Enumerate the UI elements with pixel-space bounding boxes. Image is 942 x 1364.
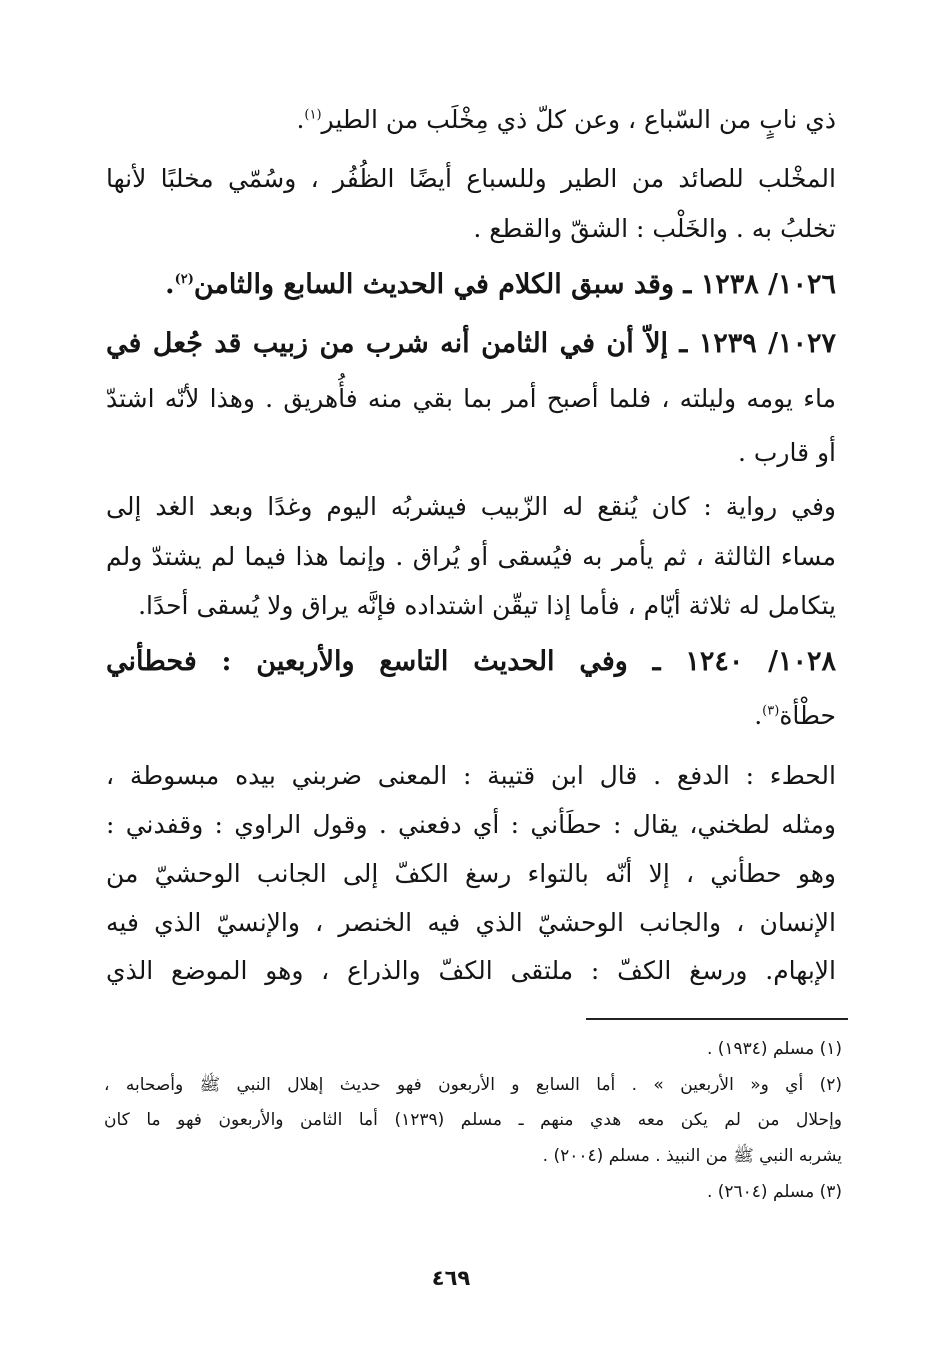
text-line: المخْلب للصائد من الطير وللسباع أيضًا الظُفُر ، وسُمّي مخلبًا لأنها — [106, 164, 836, 193]
footnote: (٢) أي و« الأربعين » . أما السابع و الأربعون فهو حديث إهلال النبي ﷺ وأصحابه ، — [104, 1075, 842, 1095]
text-line: الإنسان ، والجانب الوحشيّ الذي فيه الخنصر ، والإنسيّ الذي فيه — [106, 908, 836, 937]
text-line: ذي نابٍ من السّباع ، وعن كلّ ذي مِخْلَب من الطير$^{(١)}$. — [296, 105, 836, 134]
footnote: (٣) مسلم (٢٦٠٤) . — [706, 1182, 842, 1202]
text-line: الحطء : الدفع . قال ابن قتيبة : المعنى ضربني بيده مبسوطة ، — [106, 761, 836, 790]
section-heading: ١٠٢٧/ ١٢٣٩ ـ إلاّ أن في الثامن أنه شرب من زبيب قد جُعل في — [106, 328, 837, 359]
text-line: يتكامل له ثلاثة أيّام ، فأما إذا تيقّن اشتداده فإنَّه يراق ولا يُسقى أحدًا. — [138, 591, 836, 620]
footnote: وإحلال من لم يكن معه هدي منهم ـ مسلم (١٢٣٩) أما الثامن والأربعون فهو ما كان — [104, 1110, 842, 1130]
footnote-ref: (٢) — [174, 272, 194, 287]
footnote: (١) مسلم (١٩٣٤) . — [706, 1039, 842, 1059]
text-line: وفي رواية : كان يُنقع له الزّبيب فيشربُه اليوم وغدًا وبعد الغد إلى — [106, 492, 836, 521]
text-line: الإبهام. ورسغ الكفّ : ملتقى الكفّ والذراع ، وهو الموضع الذي — [106, 956, 836, 985]
page-number: ٤٦٩ — [431, 1266, 471, 1290]
text-line: ماء يومه وليلته ، فلما أصبح أمر بما بقي منه فأُهريق . وهذا لأنّه اشتدّ — [106, 384, 836, 413]
text-line: حطْأة$^{(٣)}$. — [754, 701, 836, 730]
text-line: مساء الثالثة ، ثم يأمر به فيُسقى أو يُراق . وإنما هذا فيما لم يشتدّ ولم — [106, 542, 836, 571]
section-heading: ١٠٢٨/ ١٢٤٠ ـ وفي الحديث التاسع والأربعين : فحطأني — [106, 646, 837, 677]
section-heading: ١٠٢٦/ ١٢٣٨ ـ وقد سبق الكلام في الحديث السابع والثامن$^{(٢)}$. — [165, 269, 836, 300]
text-line: أو قارب . — [737, 438, 836, 467]
footnote-ref: (١) — [304, 107, 322, 123]
footnote-ref: (٣) — [762, 703, 780, 719]
text-line: تخلبُ به . والخَلْب : الشقّ والقطع . — [473, 214, 836, 243]
footnote-divider — [586, 1018, 848, 1020]
text-line: ومثله لطخني، يقال : حطَأني : أي دفعني . وقول الراوي : وقفدني : — [106, 810, 836, 839]
footnote: يشربه النبي ﷺ من النبيذ . مسلم (٢٠٠٤) . — [542, 1146, 842, 1166]
text-line: وهو حطأني ، إلا أنّه بالتواء رسغ الكفّ إلى الجانب الوحشيّ من — [106, 859, 836, 888]
